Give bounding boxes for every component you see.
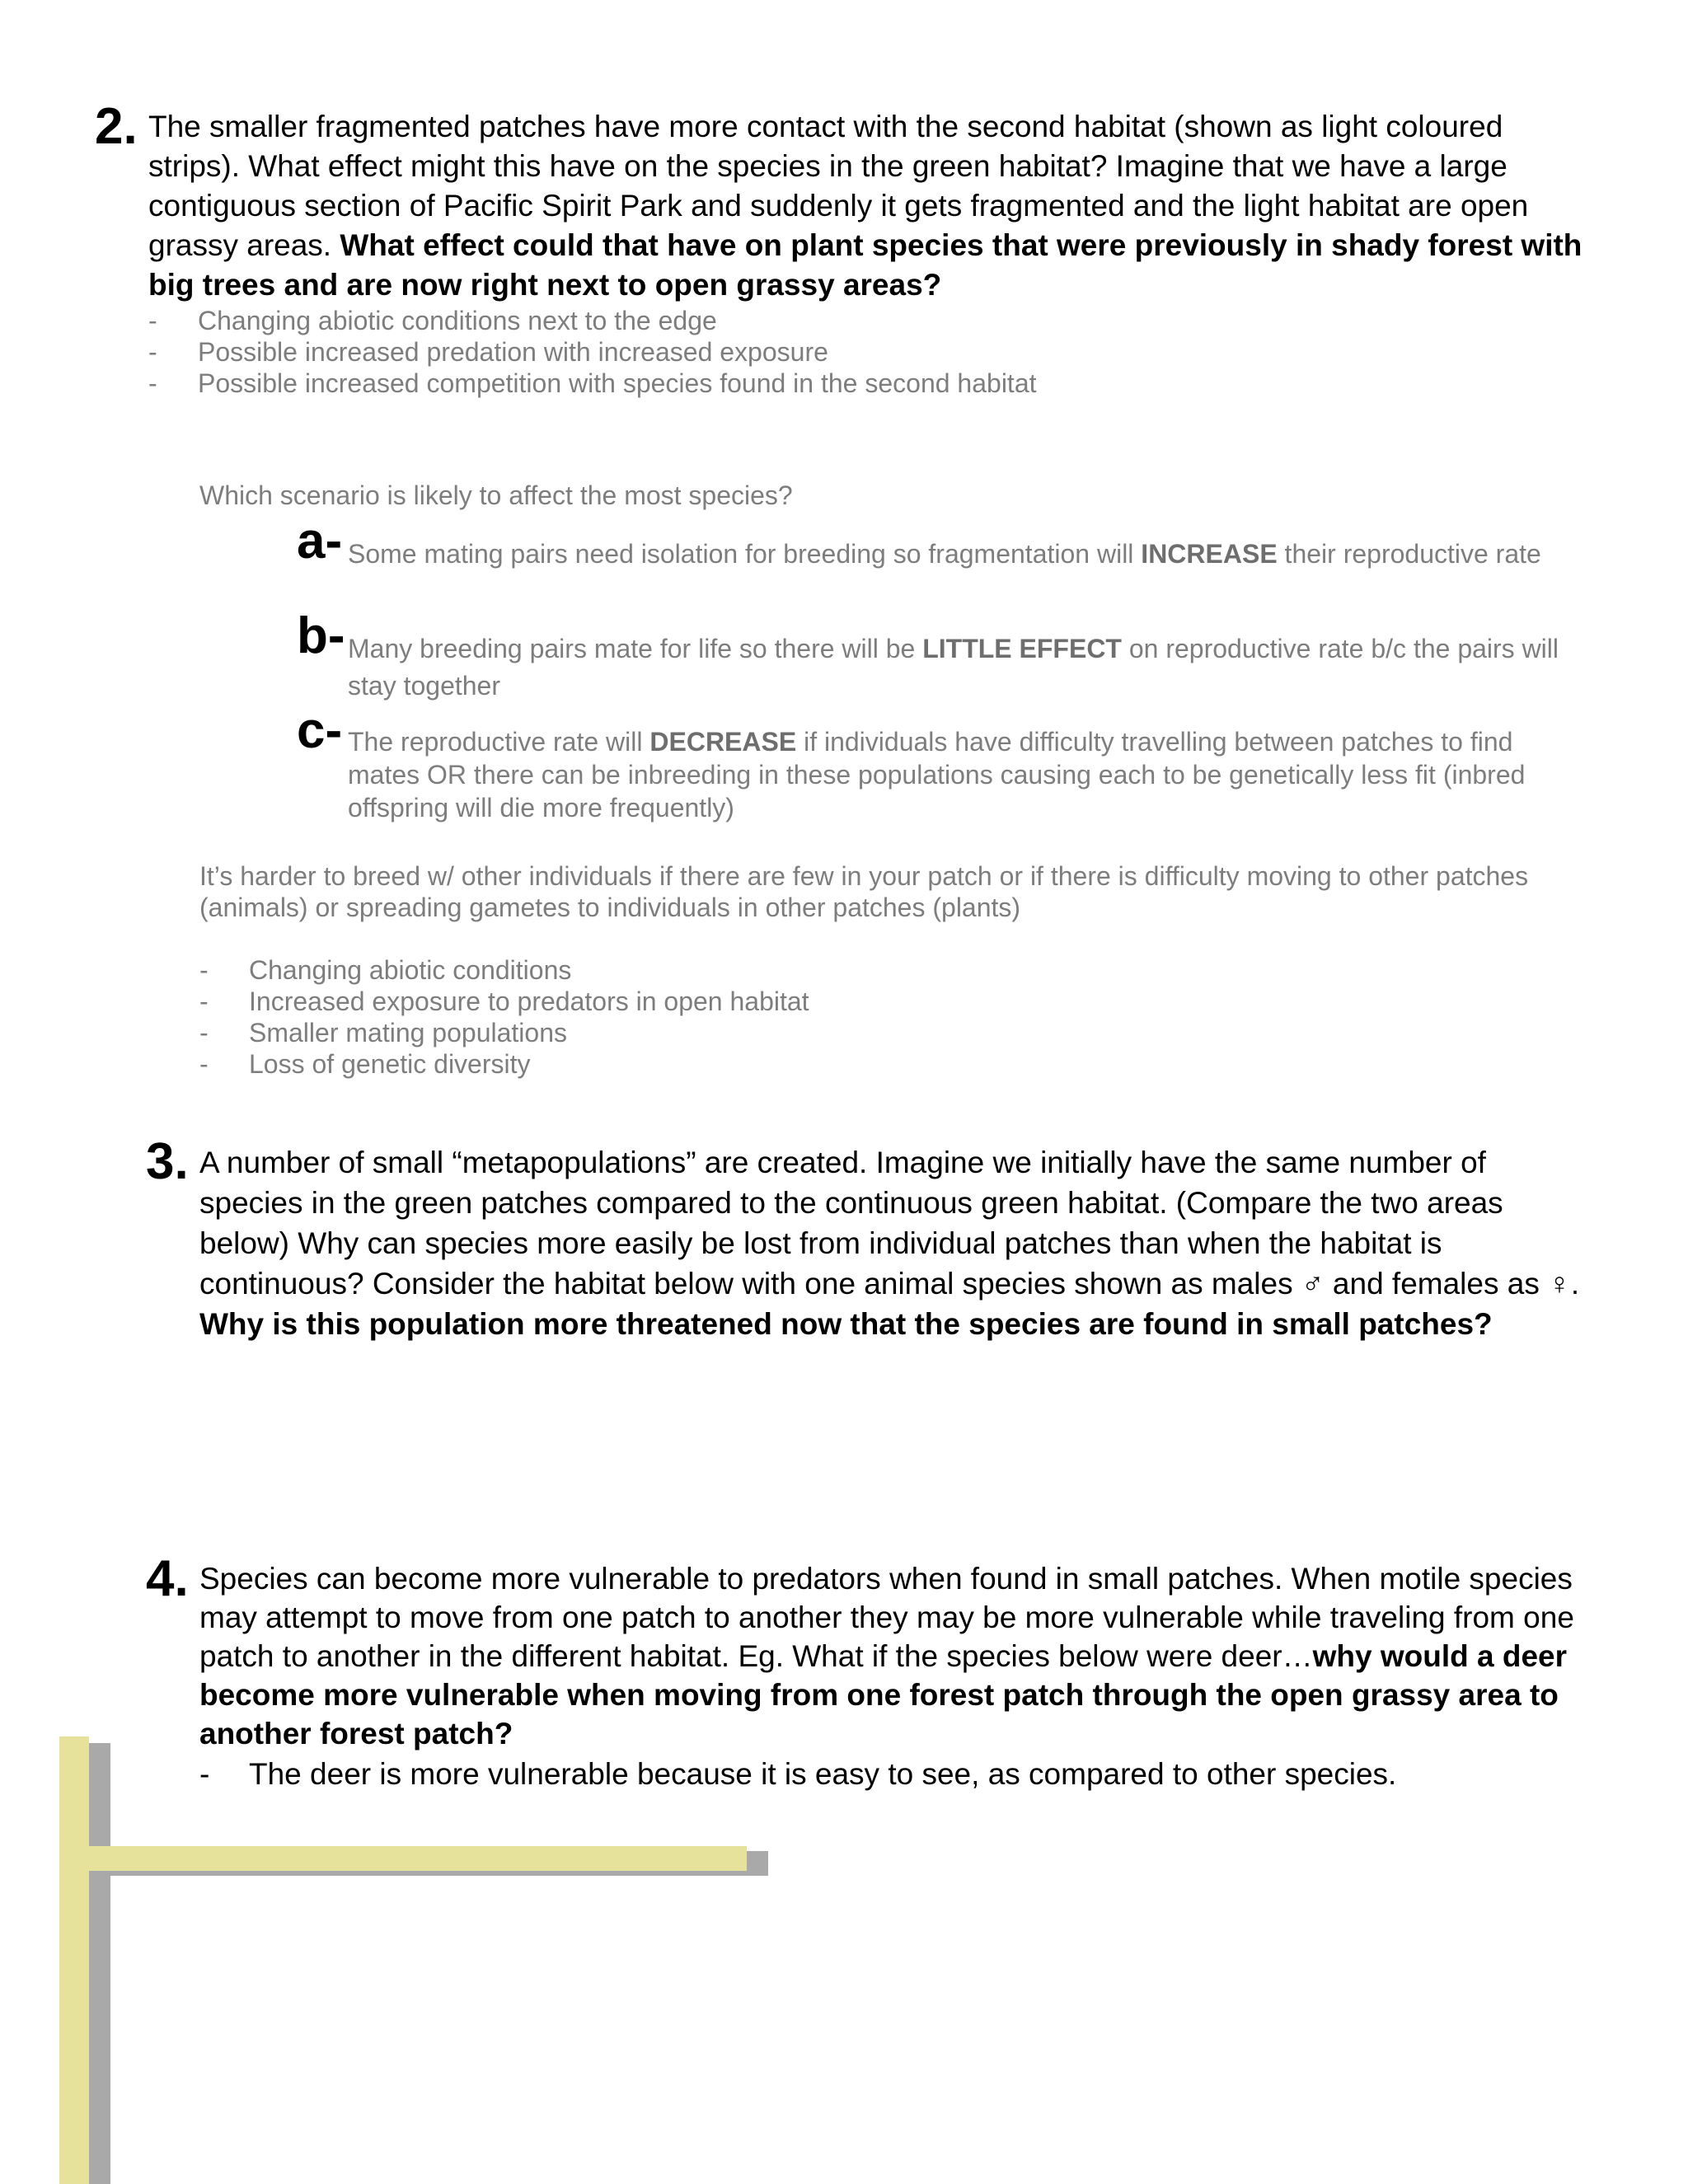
summary-list: [199, 954, 1518, 1080]
question-text-bold: Why is this population more threatened now that the species are found in small patches?: [199, 1307, 1493, 1341]
answer-list: [148, 305, 1599, 399]
explanation: It’s harder to breed w/ other individuals if there are few in your patch or if there is difficulty moving to other patches (animals) or spreading gametes to individuals in other patches (plants): [199, 861, 1529, 922]
option-c: [297, 702, 1584, 824]
question-3: [146, 1133, 1592, 1344]
list-item: - Possible increased competition with species found in the second habitat: [148, 368, 1599, 399]
question-text-plain: A number of small “metapopulations” are created. Imagine we initially have the same number of species in the green patches compared to the continuous green habitat. (Compare the two areas below) Why can species more easily be lost from individual patches than when the habitat is continuous? Consider the habitat below with one animal species shown as males ♂ and females as ♀.: [199, 1146, 1580, 1301]
list-item: - Possible increased predation with increased exposure: [148, 336, 1599, 368]
option-text: Some mating pairs need isolation for breeding so fragmentation will INCREASE their reproductive rate: [348, 539, 1541, 569]
strip-light-horizontal: [87, 1846, 747, 1871]
question-4: [146, 1550, 1592, 1794]
question-number: 4.: [146, 1550, 189, 1607]
question-number: 2.: [95, 98, 138, 155]
question-number: 3.: [146, 1133, 189, 1190]
question-text-bold: What effect could that have on plant species that were previously in shady forest with big trees and are now right next to open grassy areas?: [148, 228, 1582, 302]
option-b: [297, 607, 1584, 705]
question-text-plain: The smaller fragmented patches have more contact with the second habitat (shown as light coloured strips). What effect might this have on the species in the green habitat? Imagine that we have a large contiguous section of Pacific Spirit Park and suddenly it gets fragmented and the light habitat are open grassy areas.: [148, 110, 1529, 262]
question-2: [95, 98, 1599, 399]
list-item: - Changing abiotic conditions next to the edge: [148, 305, 1599, 336]
question-text-plain: Species can become more vulnerable to predators when found in small patches. When motile species may attempt to move from one patch to another they may be more vulnerable while traveling from one patch to another in the different habitat. Eg. What if the species below were deer…: [199, 1562, 1574, 1673]
option-letter: a-: [297, 513, 343, 569]
question-text-bold: why would a deer become more vulnerable when moving from one forest patch through the open grassy area to another forest patch?: [199, 1639, 1568, 1750]
answer-list: [199, 1755, 1592, 1794]
scenario-question: Which scenario is likely to affect the most species?: [199, 480, 793, 510]
question-text: [199, 1142, 1592, 1344]
question-text: [199, 1559, 1592, 1753]
option-letter: c-: [297, 702, 343, 759]
list-item: - Changing abiotic conditions: [199, 954, 1518, 986]
strip-shadow-vertical: [87, 1743, 110, 2184]
strip-light-vertical: [59, 1736, 89, 2184]
option-a: [297, 513, 1584, 573]
list-item: - Increased exposure to predators in open habitat: [199, 986, 1518, 1017]
option-letter: b-: [297, 607, 345, 664]
option-text: The reproductive rate will DECREASE if individuals have difficulty travelling between patches to find mates OR there can be inbreeding in these populations causing each to be genetically less fit (inbred offspring will die more frequently): [348, 727, 1526, 823]
list-item: - The deer is more vulnerable because it is easy to see, as compared to other species.: [199, 1755, 1592, 1794]
list-item: - Loss of genetic diversity: [199, 1048, 1518, 1080]
list-item: - Smaller mating populations: [199, 1017, 1518, 1048]
question-text: [148, 107, 1599, 305]
option-text: Many breeding pairs mate for life so there will be LITTLE EFFECT on reproductive rate b/c the pairs will stay together: [348, 634, 1559, 701]
